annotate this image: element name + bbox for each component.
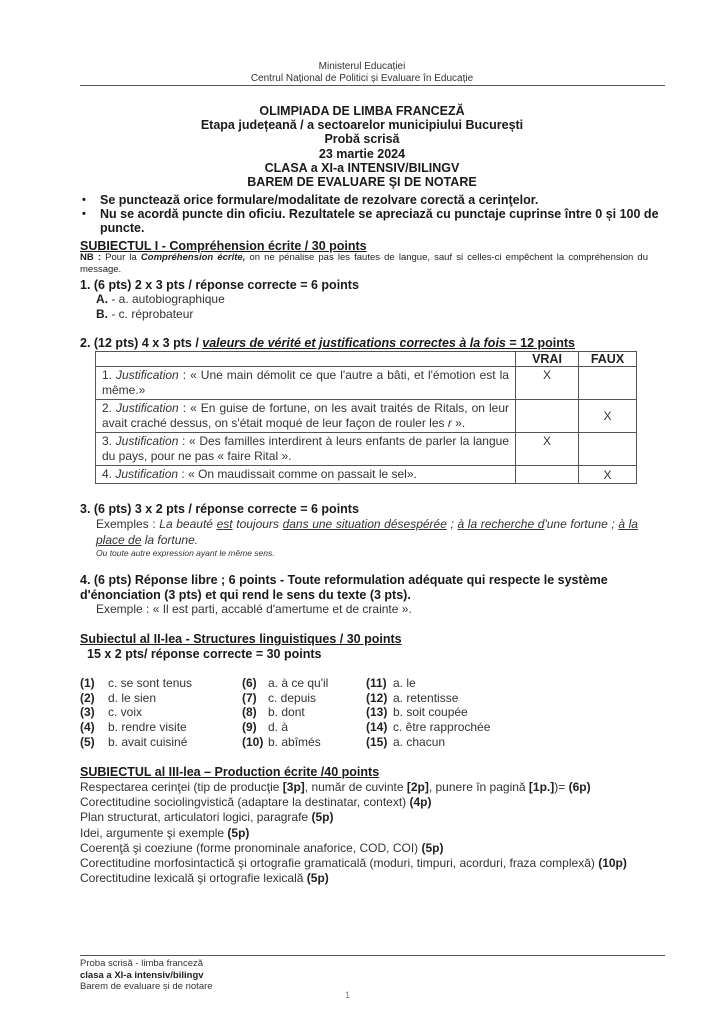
answers-col-3 <box>366 676 506 750</box>
general-rules <box>80 193 680 235</box>
q4-title: 4. (6 pts) Réponse libre ; 6 points - Toute reformulation adéquate qui respecte le système d'énonciation (3 pts) et qui rend le sens du texte (3 pts). <box>80 573 608 602</box>
nb-label: NB : <box>80 252 102 263</box>
title-block <box>0 104 724 189</box>
true-false-table <box>95 351 637 484</box>
table-row: 1. Justification : « Une main démolit ce que l'autre a bâti, et l'émotion est la même.» X <box>96 367 637 400</box>
q1-answer-a: A. - a. autobiographique <box>96 292 225 306</box>
footer <box>80 958 213 993</box>
title-olympiad: OLIMPIADA DE LIMBA FRANCEZĂ <box>259 104 465 118</box>
q3-examples: Exemples : La beauté est toujours dans une situation désespérée ; à la recherche d'une fortune ; à la place de la fortune. Ou toute autre expression ayant le même sens. <box>96 517 638 558</box>
vrai-mark <box>516 466 579 484</box>
rule-item: • Nu se acordă puncte din oficiu. Rezultatele se apreciază cu punctaje cuprinse între 0 și 100 de puncte. <box>80 207 680 235</box>
table-header-row <box>96 352 637 367</box>
answer-item: (12) a. retentisse <box>366 690 459 705</box>
q2-title: 2. (12 pts) 4 x 3 pts / valeurs de vérité et justifications correctes à la fois = 12 points <box>80 336 575 350</box>
answer-item: (13) b. soit coupée <box>366 705 468 720</box>
footer-barem: Barem de evaluare și de notare <box>80 981 213 992</box>
subject1-note <box>80 252 648 276</box>
vrai-mark: X <box>516 433 579 466</box>
header-center: Centrul Național de Politici și Evaluare în Educație <box>250 73 474 84</box>
title-date: 23 martie 2024 <box>318 146 406 161</box>
vrai-mark: X <box>516 367 579 400</box>
q3-title: 3. (6 pts) 3 x 2 pts / réponse correcte = 6 points <box>80 502 359 516</box>
title-exam-type: Probă scrisă <box>324 132 400 147</box>
answer-item: (14) c. être rapprochée <box>366 720 491 735</box>
answers-col-1 <box>80 676 220 750</box>
answer-item: (1) c. se sont tenus <box>80 676 193 690</box>
q4-example: Exemple : « Il est parti, accablé d'amertume et de crainte ». <box>96 602 412 616</box>
answer-item: (6) a. à ce qu'il <box>242 676 329 690</box>
table-row: 4. Justification : « On maudissait comme on passait le sel». X <box>96 466 637 484</box>
header-ministry: Ministerul Educației <box>318 61 406 72</box>
title-class: CLASA a XI-a INTENSIV/BILINGV <box>264 160 460 175</box>
q1-answer-b: B. - c. réprobateur <box>96 307 194 321</box>
rule-item: • Se punctează orice formulare/modalitate de rezolvare corectă a cerinţelor. <box>80 193 680 207</box>
answer-item: (3) c. voix <box>80 705 143 720</box>
nb-text: on ne pénalise pas les fautes de langue, sauf si celles-ci empêchent la compréhension du message. <box>80 252 648 275</box>
criterion-item: Plan structurat, articulatori logici, paragrafe (5p) <box>80 810 334 825</box>
criterion-item: Corectitudine sociolingvistică (adaptare la destinatar, context) (4p) <box>80 795 432 810</box>
faux-mark <box>579 367 637 400</box>
answer-item: (2) d. le sien <box>80 690 157 705</box>
answer-item: (10) b. abîmés <box>242 734 321 749</box>
nb-text: Pour la <box>101 252 141 263</box>
header-divider <box>80 85 665 86</box>
answers-col-2 <box>242 676 382 750</box>
faux-mark: X <box>579 400 637 433</box>
q1-answers <box>96 292 225 322</box>
criterion-item: Coerenţă şi coeziune (forme pronominale anaforice, COD, COI) (5p) <box>80 840 444 855</box>
title-stage: Etapa județeană / a sectoarelor municipiului București <box>200 118 524 133</box>
subject2-heading: Subiectul al II-lea - Structures linguistiques / 30 points <box>80 632 402 646</box>
nb-italic: Compréhension écrite, <box>140 252 246 263</box>
subject3-criteria <box>80 780 660 886</box>
page-number: 1 <box>345 990 351 1000</box>
criterion-item: Respectarea cerinţei (tip de producţie [3p], număr de cuvinte [2p], punere în pagină [1p.])= (6p) <box>80 780 591 794</box>
answer-item: (7) c. depuis <box>242 690 317 705</box>
title-barem: BAREM DE EVALUARE ŞI DE NOTARE <box>247 175 477 190</box>
answer-item: (15) a. chacun <box>366 734 446 749</box>
subject3-heading: SUBIECTUL al III-lea – Production écrite /40 points <box>80 765 380 779</box>
criterion-item: Idei, argumente şi exemple (5p) <box>80 825 250 840</box>
footer-exam: Proba scrisă - limba franceză <box>80 958 204 969</box>
answer-item: (4) b. rendre visite <box>80 720 187 735</box>
subject2-scoring: 15 x 2 pts/ réponse correcte = 30 points <box>87 647 322 661</box>
faux-mark: X <box>579 466 637 484</box>
answer-item: (11) a. le <box>366 676 416 690</box>
vrai-mark <box>516 400 579 433</box>
criterion-item: Corectitudine lexicală şi ortografie lexicală (5p) <box>80 871 329 886</box>
answer-item: (5) b. avait cuisiné <box>80 734 188 749</box>
col-vrai: VRAI <box>516 352 579 367</box>
faux-mark <box>579 433 637 466</box>
criterion-item: Corectitudine morfosintactică şi ortografie gramaticală (moduri, timpuri, acorduri, fraza complexă) (10p) <box>80 856 627 871</box>
col-faux: FAUX <box>579 352 637 367</box>
table-row: 3. Justification : « Des familles interdirent à leurs enfants de parler la langue du pays, pour ne pas « faire Rital ». X <box>96 433 637 466</box>
footer-class: clasa a XI-a intensiv/bilingv <box>80 969 204 981</box>
subject1-heading: SUBIECTUL I - Compréhension écrite / 30 points <box>80 239 367 253</box>
q1-title: 1. (6 pts) 2 x 3 pts / réponse correcte = 6 points <box>80 278 359 292</box>
q3-note: Ou toute autre expression ayant le même sens. <box>96 548 275 558</box>
footer-divider <box>80 955 665 956</box>
answer-item: (8) b. dont <box>242 705 305 720</box>
answer-item: (9) d. à <box>242 720 289 735</box>
table-row: 2. Justification : « En guise de fortune, on les avait traités de Ritals, on leur avait craché dessus, on s'était moqué de leur façon de rouler les r ». X <box>96 400 637 433</box>
